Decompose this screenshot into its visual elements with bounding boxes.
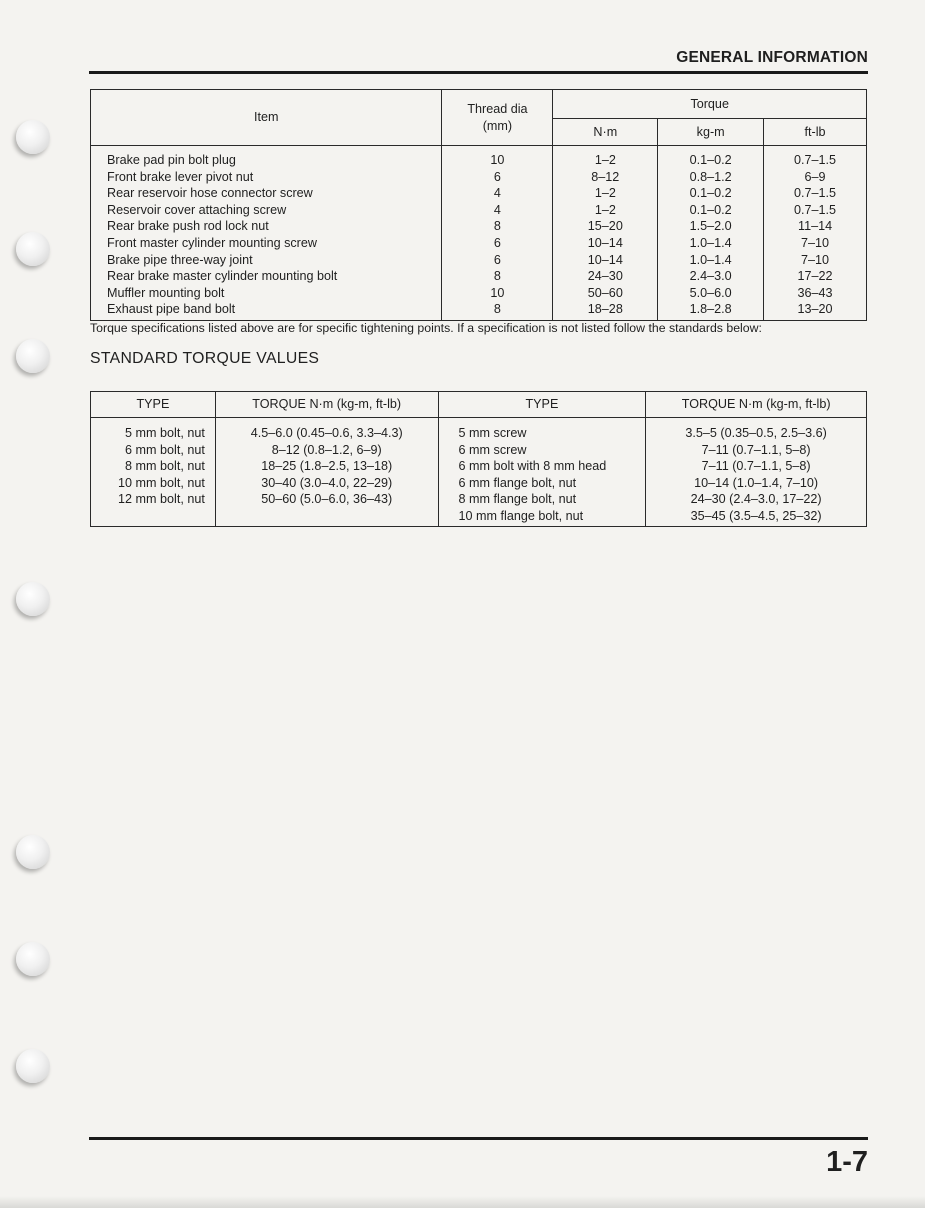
thread-cell: 8 xyxy=(442,301,553,320)
torque-cell: 4.5–6.0 (0.45–0.6, 3.3–4.3) xyxy=(215,418,438,442)
torque-cell: 10–14 (1.0–1.4, 7–10) xyxy=(646,475,867,492)
thread-cell: 8 xyxy=(442,268,553,285)
table-row xyxy=(91,235,867,252)
kgm-cell: 1.0–1.4 xyxy=(658,252,764,269)
kgm-cell: 1.5–2.0 xyxy=(658,218,764,235)
table-row xyxy=(91,458,867,475)
header-torque-left: TORQUE N·m (kg-m, ft-lb) xyxy=(215,392,438,418)
ftlb-cell: 17–22 xyxy=(764,268,867,285)
ftlb-cell: 6–9 xyxy=(764,169,867,186)
kgm-cell: 5.0–6.0 xyxy=(658,285,764,302)
header-torque: Torque xyxy=(553,90,867,119)
nm-cell: 50–60 xyxy=(553,285,658,302)
thread-cell: 6 xyxy=(442,235,553,252)
type-cell: 5 mm screw xyxy=(438,418,646,442)
ftlb-cell: 11–14 xyxy=(764,218,867,235)
type-cell: 6 mm flange bolt, nut xyxy=(438,475,646,492)
binder-hole xyxy=(16,1049,50,1083)
item-cell: Front master cylinder mounting screw xyxy=(91,235,442,252)
type-cell: 6 mm bolt with 8 mm head xyxy=(438,458,646,475)
thread-cell: 8 xyxy=(442,218,553,235)
nm-cell: 15–20 xyxy=(553,218,658,235)
type-cell: 10 mm bolt, nut xyxy=(91,475,216,492)
kgm-cell: 1.8–2.8 xyxy=(658,301,764,320)
type-cell: 5 mm bolt, nut xyxy=(91,418,216,442)
thread-cell: 4 xyxy=(442,202,553,219)
table-row xyxy=(91,218,867,235)
kgm-cell: 0.1–0.2 xyxy=(658,202,764,219)
type-cell: 6 mm screw xyxy=(438,442,646,459)
thread-cell: 10 xyxy=(442,146,553,169)
header-ftlb: ft-lb xyxy=(764,119,867,146)
kgm-cell: 0.8–1.2 xyxy=(658,169,764,186)
type-cell: 8 mm bolt, nut xyxy=(91,458,216,475)
type-cell: 12 mm bolt, nut xyxy=(91,491,216,508)
table-row xyxy=(91,202,867,219)
nm-cell: 10–14 xyxy=(553,235,658,252)
section-title: GENERAL INFORMATION xyxy=(676,49,868,66)
ftlb-cell: 0.7–1.5 xyxy=(764,185,867,202)
binder-hole xyxy=(16,339,50,373)
binder-hole xyxy=(16,232,50,266)
item-cell: Exhaust pipe band bolt xyxy=(91,301,442,320)
torque-cell: 35–45 (3.5–4.5, 25–32) xyxy=(646,508,867,526)
item-cell: Muffler mounting bolt xyxy=(91,285,442,302)
scan-edge xyxy=(0,1196,925,1208)
table-row xyxy=(91,508,867,526)
torque-cell: 8–12 (0.8–1.2, 6–9) xyxy=(215,442,438,459)
ftlb-cell: 0.7–1.5 xyxy=(764,146,867,169)
thread-cell: 6 xyxy=(442,252,553,269)
header-kgm: kg-m xyxy=(658,119,764,146)
nm-cell: 8–12 xyxy=(553,169,658,186)
item-cell: Rear brake master cylinder mounting bolt xyxy=(91,268,442,285)
ftlb-cell: 7–10 xyxy=(764,252,867,269)
page-number: 1-7 xyxy=(826,1146,868,1178)
torque-cell: 3.5–5 (0.35–0.5, 2.5–3.6) xyxy=(646,418,867,442)
ftlb-cell: 0.7–1.5 xyxy=(764,202,867,219)
kgm-cell: 1.0–1.4 xyxy=(658,235,764,252)
nm-cell: 1–2 xyxy=(553,185,658,202)
table-row xyxy=(91,301,867,320)
torque-cell: 18–25 (1.8–2.5, 13–18) xyxy=(215,458,438,475)
item-cell: Front brake lever pivot nut xyxy=(91,169,442,186)
item-cell: Brake pipe three-way joint xyxy=(91,252,442,269)
thread-cell: 4 xyxy=(442,185,553,202)
header-torque-right: TORQUE N·m (kg-m, ft-lb) xyxy=(646,392,867,418)
kgm-cell: 2.4–3.0 xyxy=(658,268,764,285)
type-cell: 10 mm flange bolt, nut xyxy=(438,508,646,526)
table-row xyxy=(91,418,867,442)
nm-cell: 1–2 xyxy=(553,202,658,219)
nm-cell: 24–30 xyxy=(553,268,658,285)
kgm-cell: 0.1–0.2 xyxy=(658,146,764,169)
header-thread-dia: Thread dia (mm) xyxy=(442,90,553,146)
table-row xyxy=(91,285,867,302)
type-cell xyxy=(91,508,216,526)
item-cell: Reservoir cover attaching screw xyxy=(91,202,442,219)
table-row xyxy=(91,146,867,169)
item-cell: Rear brake push rod lock nut xyxy=(91,218,442,235)
item-cell: Brake pad pin bolt plug xyxy=(91,146,442,169)
kgm-cell: 0.1–0.2 xyxy=(658,185,764,202)
torque-cell: 7–11 (0.7–1.1, 5–8) xyxy=(646,442,867,459)
type-cell: 6 mm bolt, nut xyxy=(91,442,216,459)
nm-cell: 10–14 xyxy=(553,252,658,269)
binder-hole xyxy=(16,582,50,616)
header-type-left: TYPE xyxy=(91,392,216,418)
table-row xyxy=(91,442,867,459)
torque-cell: 7–11 (0.7–1.1, 5–8) xyxy=(646,458,867,475)
nm-cell: 18–28 xyxy=(553,301,658,320)
binder-hole xyxy=(16,120,50,154)
footer-rule xyxy=(89,1137,868,1140)
note-text: Torque specifications listed above are for specific tightening points. If a specification is not listed follow the standards below: xyxy=(90,321,762,335)
table-row xyxy=(91,185,867,202)
ftlb-cell: 7–10 xyxy=(764,235,867,252)
thread-cell: 6 xyxy=(442,169,553,186)
nm-cell: 1–2 xyxy=(553,146,658,169)
torque-cell: 24–30 (2.4–3.0, 17–22) xyxy=(646,491,867,508)
torque-cell xyxy=(215,508,438,526)
header-rule xyxy=(89,71,868,74)
binder-hole xyxy=(16,942,50,976)
thread-cell: 10 xyxy=(442,285,553,302)
table-row xyxy=(91,169,867,186)
header-type-right: TYPE xyxy=(438,392,646,418)
item-cell: Rear reservoir hose connector screw xyxy=(91,185,442,202)
torque-cell: 50–60 (5.0–6.0, 36–43) xyxy=(215,491,438,508)
torque-table xyxy=(90,89,867,321)
header-nm: N·m xyxy=(553,119,658,146)
binder-hole xyxy=(16,835,50,869)
table-row xyxy=(91,252,867,269)
standard-torque-table xyxy=(90,391,867,527)
header-item: Item xyxy=(91,90,442,146)
table-row xyxy=(91,491,867,508)
table-row xyxy=(91,268,867,285)
table-row xyxy=(91,475,867,492)
ftlb-cell: 13–20 xyxy=(764,301,867,320)
ftlb-cell: 36–43 xyxy=(764,285,867,302)
standard-title: STANDARD TORQUE VALUES xyxy=(90,350,320,367)
type-cell: 8 mm flange bolt, nut xyxy=(438,491,646,508)
torque-cell: 30–40 (3.0–4.0, 22–29) xyxy=(215,475,438,492)
